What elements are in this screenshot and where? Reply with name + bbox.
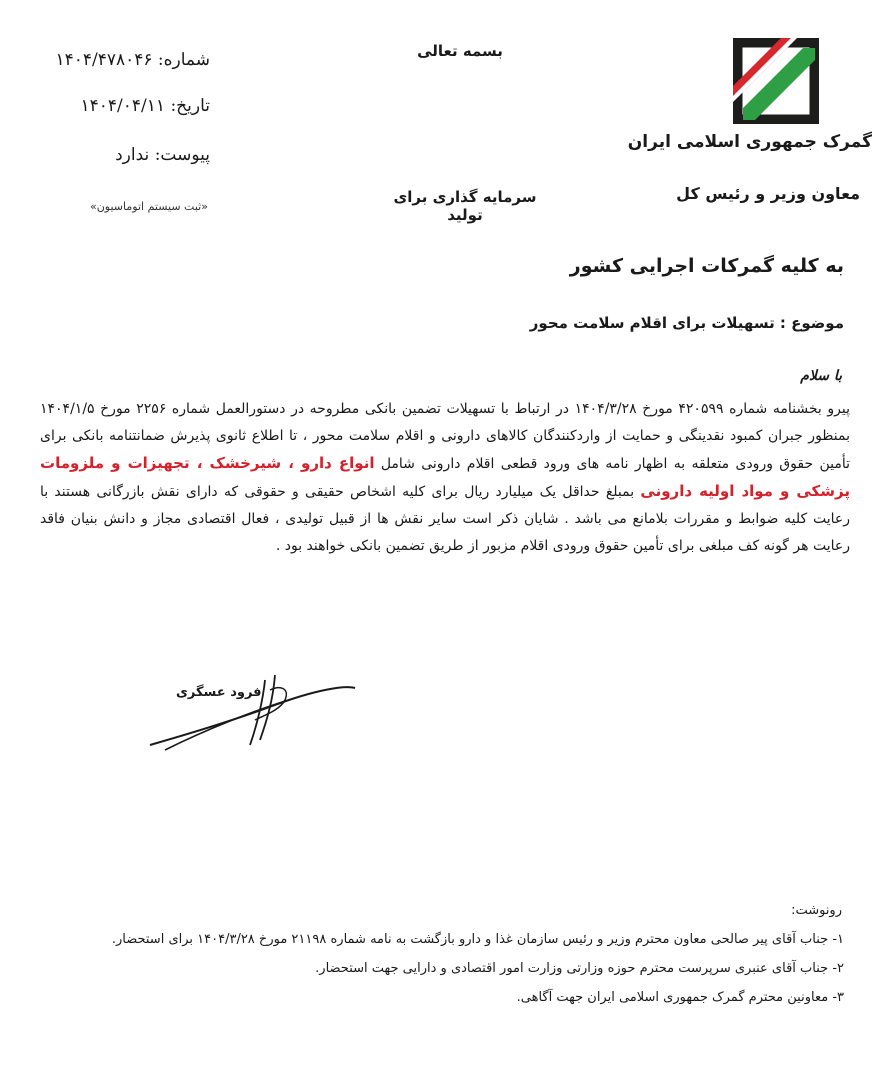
signature-scribble <box>145 660 365 760</box>
subject-line: موضوع : تسهیلات برای اقلام سلامت محور <box>529 314 844 332</box>
body-highlight: انواع دارو ، شیرخشک ، تجهیزات و ملزومات پزشکی و مواد اولیه دارونی <box>40 454 850 500</box>
basmala: بسمه تعالی <box>417 42 503 60</box>
organization-name: گمرک جمهوری اسلامی ایران <box>627 132 872 152</box>
letter-number-value: ۱۴۰۴/۴۷۸۰۴۶ <box>55 50 153 70</box>
letter-body <box>40 396 850 560</box>
recipient: به کلیه گمرکات اجرایی کشور <box>569 255 844 277</box>
year-slogan: سرمایه گذاری برای تولید <box>393 188 537 224</box>
letter-date-value: ۱۴۰۴/۰۴/۱۱ <box>80 96 166 116</box>
attachment-value: ندارد <box>115 145 150 165</box>
cc-label: رونوشت: <box>791 903 842 918</box>
attachment-label: پیوست: <box>154 145 210 165</box>
cc-item: ۱- جناب آقای پیر صالحی معاون محترم وزیر و رئیس سازمان غذا و دارو بازگشت به نامه شماره ۲۱۱۹۸ مورخ ۱۴۰۴/۳/۲۸ برای استحضار. <box>111 932 844 947</box>
body-paragraph-part2: بمبلغ حداقل یک میلیارد ریال برای کلیه اشخاص حقیقی و حقوقی که دارای نقش بازرگانی هستند با رعایت کلیه ضوابط و مقررات بلامانع می باشد . شایان ذکر است سایر نقش ها از قبیل تولیدی ، فعال اقتصادی مجاز و دانش بنیان فاقد رعایت هر گونه کف مبلغی برای تأمین حقوق ورودی اقلام مزبور از طریق تضمین بانکی خواهند بود . <box>40 484 850 554</box>
letter-attachment <box>20 145 210 165</box>
letter-date-label: تاریخ: <box>170 96 210 116</box>
greeting: با سلام <box>800 368 842 384</box>
letter-number <box>20 50 210 70</box>
signer-name: فرود عسگری <box>176 685 262 700</box>
customs-logo-icon <box>733 38 819 124</box>
letter-number-label: شماره: <box>157 50 210 70</box>
organization-deputy: معاون وزیر و رئیس کل <box>676 184 860 203</box>
cc-item: ۳- معاونین محترم گمرک جمهوری اسلامی ایران جهت آگاهی. <box>516 990 844 1005</box>
letter-date <box>20 96 210 116</box>
automation-note: «ثبت سیستم اتوماسیون» <box>90 200 208 213</box>
cc-item: ۲- جناب آقای عنبری سرپرست محترم حوزه وزارتی وزارت امور اقتصادی و دارایی جهت استحضار. <box>315 961 844 976</box>
body-paragraph-part1: پیرو بخشنامه شماره ۴۲۰۵۹۹ مورخ ۱۴۰۴/۳/۲۸ در ارتباط با تسهیلات تضمین بانکی مطروحه در دستورالعمل شماره ۲۲۵۶ مورخ ۱۴۰۴/۱/۵ بمنظور جبران کمبود نقدینگی و حمایت از واردکنندگان کالاهای دارونی و اقلام سلامت محور ، تا اطلاع ثانوی پذیرش ضمانتنامه بانکی برای تأمین حقوق ورودی متعلقه به اظهار نامه های ورود قطعی اقلام دارونی شامل <box>40 401 850 472</box>
